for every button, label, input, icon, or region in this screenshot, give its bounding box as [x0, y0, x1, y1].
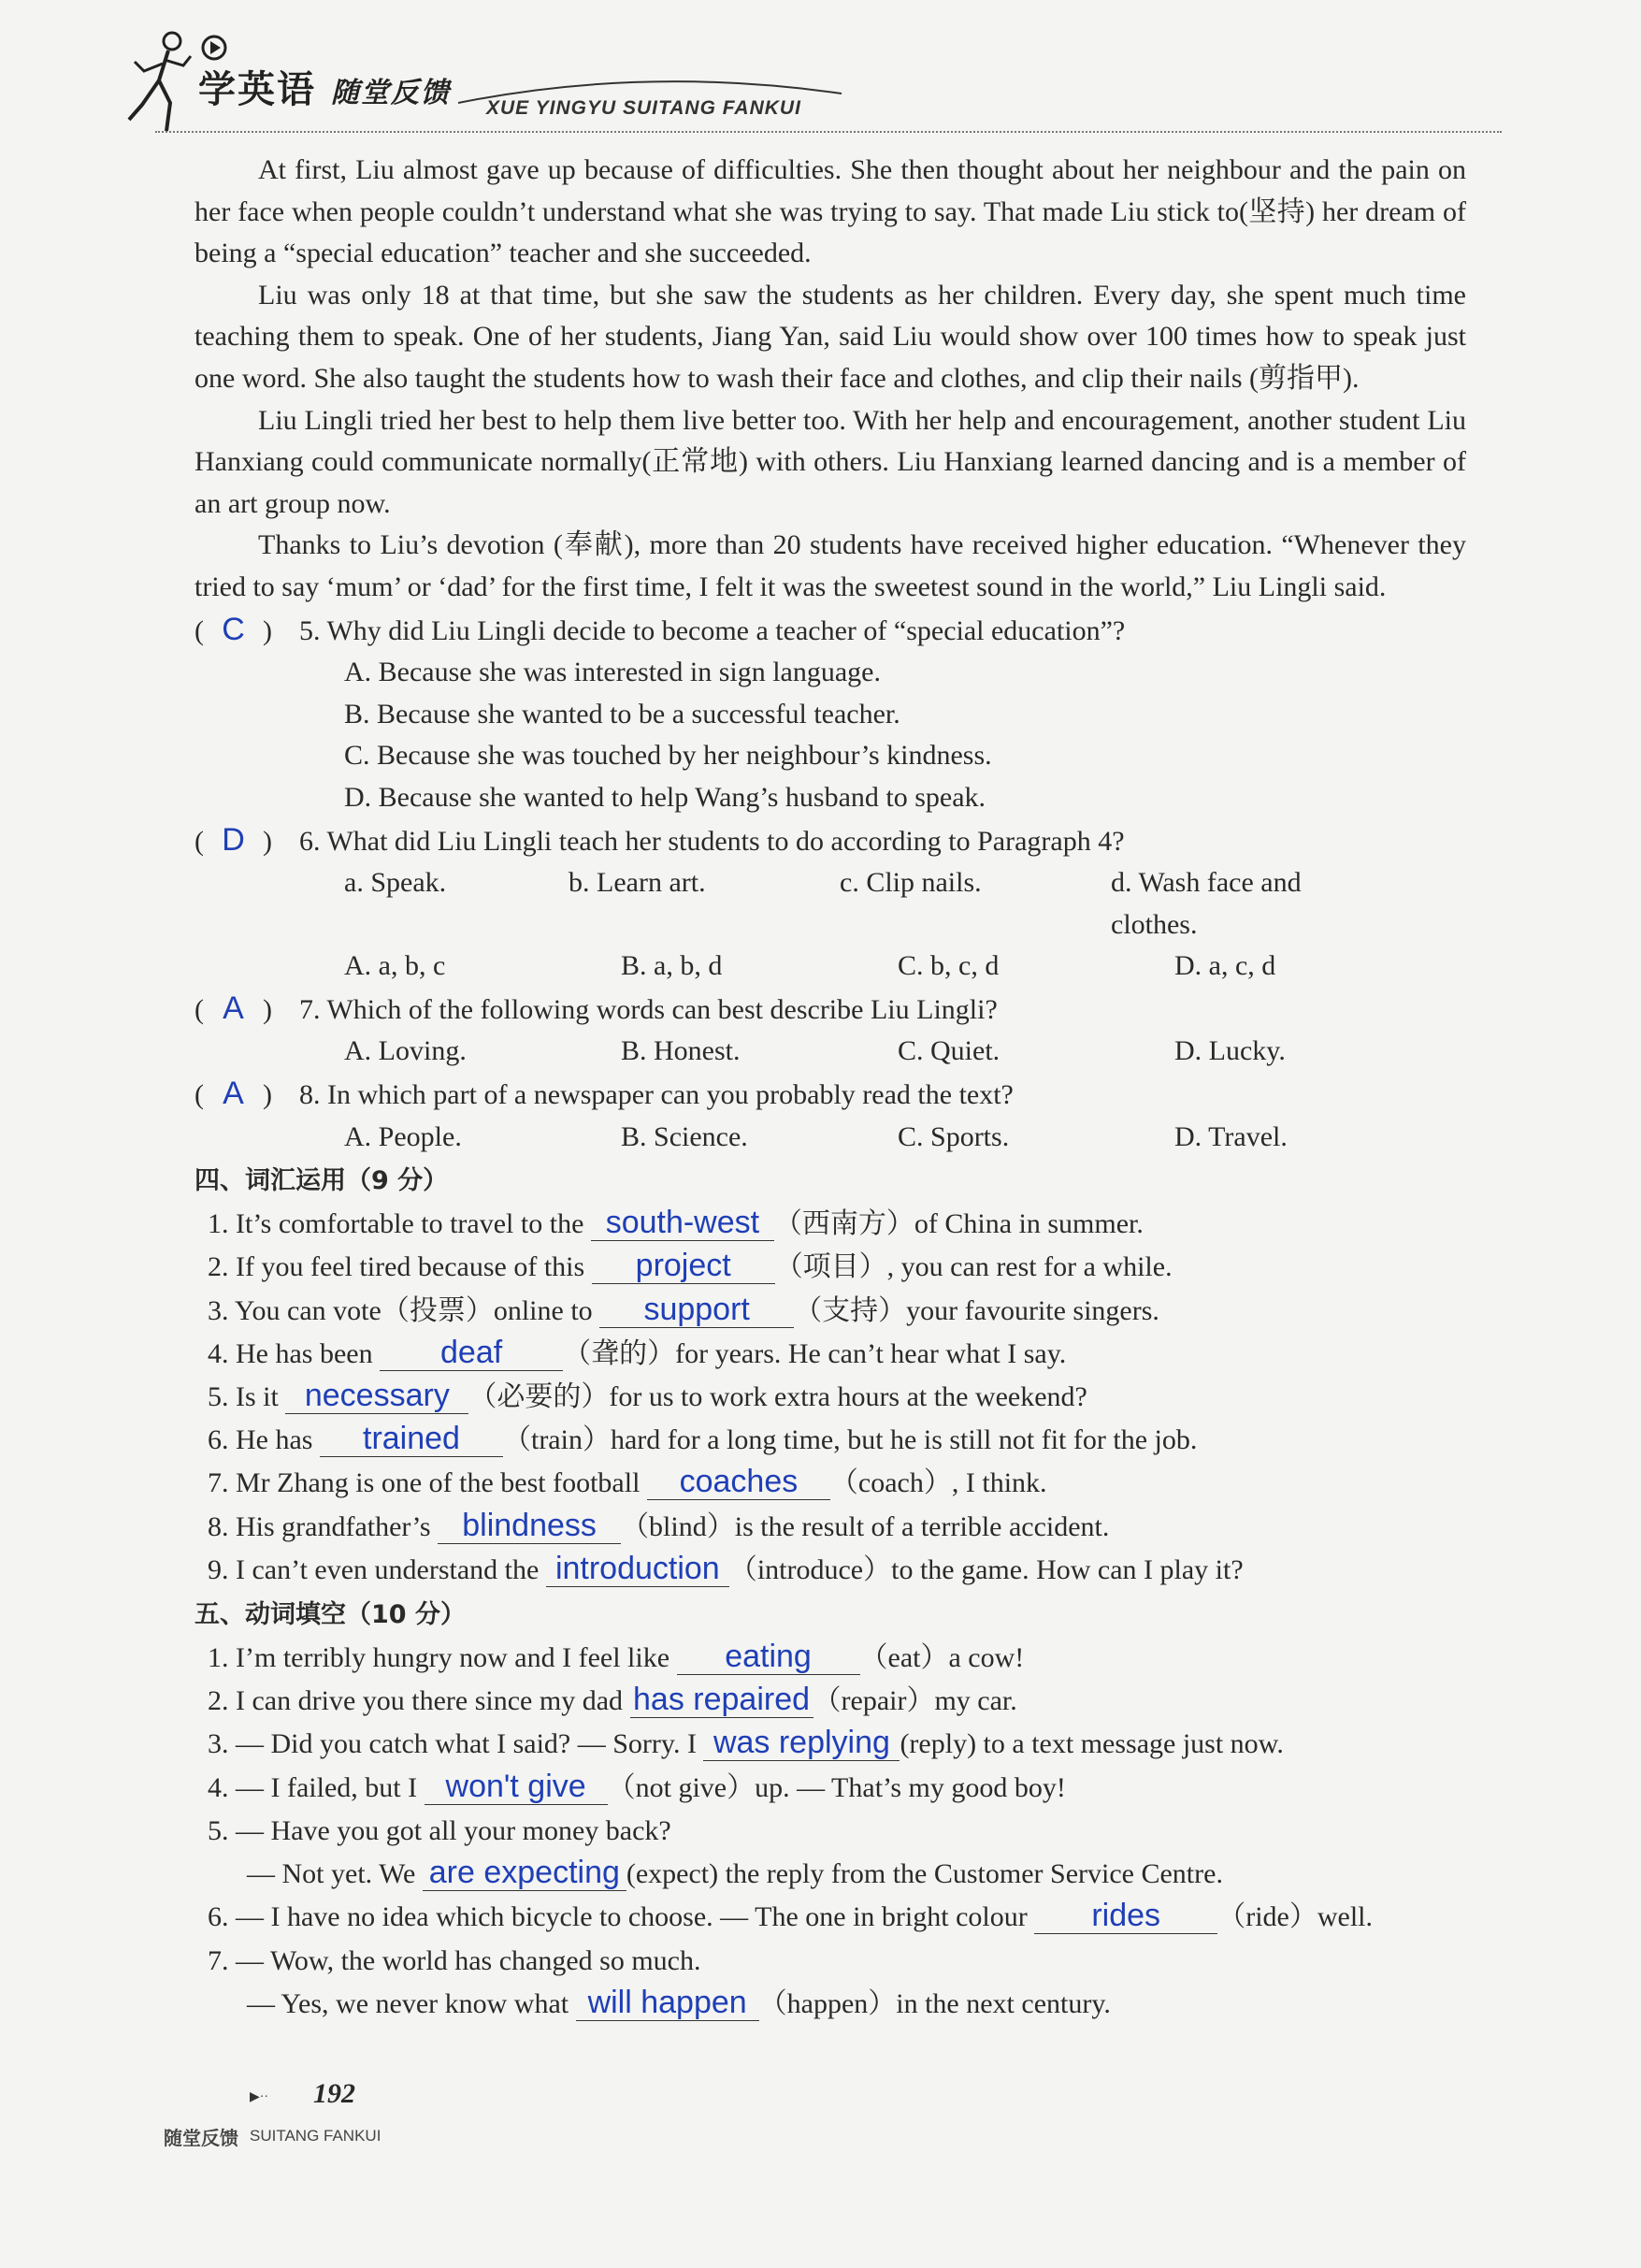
item-text: （项目）, you can rest for a while. — [774, 1251, 1173, 1283]
option: D. Because she wanted to help Wang’s husband to speak. — [344, 781, 986, 813]
option: C. Sports. — [898, 1120, 1010, 1152]
play-circle-icon — [200, 34, 228, 62]
footer-label-en: SUITANG FANKUI — [250, 2127, 381, 2145]
answer-q6[interactable]: D — [222, 821, 245, 858]
item-text: 4. He has been — [208, 1337, 381, 1369]
item-text: 6. He has — [208, 1424, 320, 1456]
answer-blank[interactable]: coaches — [647, 1464, 830, 1500]
option: D. Travel. — [1174, 1120, 1288, 1152]
item-text: （not give）up. — That’s my good boy! — [607, 1771, 1066, 1803]
vocab-item — [194, 1462, 1466, 1505]
question-stem: 6. What did Liu Lingli teach her students to do according to Paragraph 4? — [299, 825, 1125, 857]
answer-q5[interactable]: C — [222, 611, 245, 647]
verb-item — [194, 1853, 1466, 1896]
vocab-item — [194, 1549, 1466, 1592]
vocab-item — [194, 1506, 1466, 1549]
q6-item: a. Speak. — [344, 867, 447, 899]
question-stem: 7. Which of the following words can best describe Liu Lingli? — [299, 993, 998, 1025]
verb-item — [194, 1723, 1466, 1766]
item-text: （必要的）for us to work extra hours at the weekend? — [468, 1381, 1087, 1413]
answer-blank[interactable]: has repaired — [630, 1682, 813, 1718]
item-text: （train）hard for a long time, but he is still not fit for the job. — [502, 1424, 1198, 1456]
header-title-cn — [198, 60, 451, 113]
vocab-item — [194, 1290, 1466, 1333]
page-number: 192 — [313, 2078, 355, 2109]
answer-blank[interactable]: rides — [1034, 1898, 1217, 1934]
option: C. b, c, d — [898, 950, 1000, 982]
item-text: 5. — Have you got all your money back? — [208, 1814, 671, 1846]
answer-blank[interactable]: eating — [677, 1639, 860, 1675]
answer-blank[interactable]: necessary — [285, 1378, 468, 1414]
header-banner — [122, 28, 832, 140]
item-text: 7. Mr Zhang is one of the best football — [208, 1467, 647, 1499]
item-text: （repair）my car. — [813, 1685, 1017, 1717]
item-text: 3. You can vote（投票）online to — [208, 1294, 600, 1326]
option: A. Because she was interested in sign language. — [344, 657, 881, 688]
item-text: (reply) to a text message just now. — [900, 1728, 1284, 1760]
header-title-sub: 随堂反馈 — [330, 77, 451, 109]
option: B. a, b, d — [621, 950, 723, 982]
passage-paragraph: Thanks to Liu’s devotion (奉献), more than 20 students have received higher education. “Whenever they tried to say ‘mum’ or ‘dad’ for the first time, I felt it was the sweetest sound in the world,” Liu Lingli said. — [194, 529, 1466, 602]
answer-blank[interactable]: was replying — [703, 1725, 900, 1761]
option: C. Quiet. — [898, 1035, 1000, 1067]
item-text: （西南方）of China in summer. — [773, 1208, 1144, 1240]
q7-options — [344, 1031, 1466, 1073]
answer-blank[interactable]: support — [599, 1292, 794, 1328]
item-text: 4. — I failed, but I — [208, 1771, 425, 1803]
section-5-title: 五、动词填空（10 分） — [194, 1600, 466, 1630]
vocab-item — [194, 1203, 1466, 1246]
option: A. Loving. — [344, 1035, 467, 1067]
q6-items — [344, 862, 1466, 946]
option: D. Lucky. — [1174, 1035, 1286, 1067]
answer-blank[interactable]: won't give — [425, 1769, 608, 1805]
answer-blank[interactable]: blindness — [438, 1508, 621, 1544]
answer-q8[interactable]: A — [223, 1076, 244, 1112]
item-text: （blind）is the result of a terrible accident. — [621, 1510, 1110, 1542]
verb-item — [194, 1896, 1466, 1939]
question-stem: 5. Why did Liu Lingli decide to become a teacher of “special education”? — [299, 614, 1126, 646]
item-text: 6. — I have no idea which bicycle to choose. — The one in bright colour — [208, 1901, 1035, 1933]
verb-item — [194, 1810, 1466, 1853]
option: C. Because she was touched by her neighbour’s kindness. — [344, 740, 992, 772]
answer-blank[interactable]: deaf — [380, 1335, 563, 1371]
verb-item — [194, 1767, 1466, 1810]
answer-bracket: ( C ) — [194, 609, 299, 653]
vocab-item — [194, 1419, 1466, 1462]
item-text: 8. His grandfather’s — [208, 1510, 439, 1542]
item-text: — Not yet. We — [247, 1858, 423, 1890]
q6-item: d. Wash face and clothes. — [1111, 867, 1302, 940]
item-text: （eat）a cow! — [859, 1642, 1025, 1674]
item-text: （happen）in the next century. — [758, 1987, 1111, 2019]
item-text: 2. If you feel tired because of this — [208, 1251, 592, 1283]
section-4-title: 四、词汇运用（9 分） — [194, 1166, 449, 1196]
question-7 — [194, 988, 1466, 1032]
item-text: (expect) the reply from the Customer Service Centre. — [626, 1858, 1223, 1890]
answer-blank[interactable]: are expecting — [423, 1855, 626, 1891]
verb-item — [194, 1680, 1466, 1723]
item-text: 1. I’m terribly hungry now and I feel like — [208, 1642, 677, 1674]
q6-options — [344, 946, 1466, 988]
item-text: — Yes, we never know what — [247, 1987, 576, 2019]
item-text: （聋的）for years. He can’t hear what I say. — [563, 1337, 1067, 1369]
q6-item: c. Clip nails. — [840, 867, 982, 899]
item-text: 9. I can’t even understand the — [208, 1553, 546, 1585]
q8-options — [344, 1117, 1466, 1159]
answer-q7[interactable]: A — [223, 990, 244, 1026]
question-6 — [194, 819, 1466, 863]
q6-item: b. Learn art. — [569, 867, 706, 899]
answer-bracket: ( D ) — [194, 819, 299, 863]
header-title-main: 学英语 — [198, 68, 316, 111]
answer-blank[interactable]: introduction — [546, 1551, 729, 1587]
option: B. Science. — [621, 1120, 748, 1152]
passage-paragraph: Liu Lingli tried her best to help them live better too. With her help and encouragement, another student Liu Hanxiang could communicate normally(正常地) with others. Liu Hanxiang learned dancing and is a member of an art group now. — [194, 404, 1466, 519]
verb-item — [194, 1940, 1466, 1983]
footer-label-cn: 随堂反馈 — [164, 2127, 238, 2149]
runner-logo-icon — [122, 28, 196, 140]
option: A. People. — [344, 1120, 462, 1152]
arrow-right-icon: ▶·· — [250, 2090, 269, 2104]
item-text: 2. I can drive you there since my dad — [208, 1685, 630, 1717]
vocab-item — [194, 1376, 1466, 1419]
header-divider — [155, 131, 1502, 133]
item-text: 3. — Did you catch what I said? — Sorry. I — [208, 1728, 704, 1760]
answer-blank[interactable]: south-west — [591, 1205, 774, 1241]
vocab-item — [194, 1246, 1466, 1289]
verb-item — [194, 1637, 1466, 1680]
option: D. a, c, d — [1174, 950, 1276, 982]
answer-blank[interactable]: will happen — [576, 1985, 759, 2021]
question-stem: 8. In which part of a newspaper can you probably read the text? — [299, 1079, 1014, 1111]
answer-bracket: ( A ) — [194, 988, 299, 1032]
item-text: 7. — Wow, the world has changed so much. — [208, 1944, 701, 1976]
verb-item — [194, 1983, 1466, 2026]
question-8 — [194, 1073, 1466, 1117]
vocab-item — [194, 1333, 1466, 1376]
option: A. a, b, c — [344, 950, 446, 982]
item-text: 5. Is it — [208, 1381, 286, 1413]
header-title-en: XUE YINGYU SUITANG FANKUI — [486, 97, 801, 119]
item-text: （coach）, I think. — [829, 1467, 1047, 1499]
answer-blank[interactable]: trained — [320, 1421, 503, 1457]
option: B. Because she wanted to be a successful teacher. — [344, 698, 900, 730]
content — [194, 150, 1466, 2026]
passage-paragraph: Liu was only 18 at that time, but she saw the students as her children. Every day, she spent much time teaching them to speak. One of her students, Jiang Yan, said Liu would show over 100 times how to speak just one word. She also taught the students how to wash their face and clothes, and clip their nails (剪指甲). — [194, 279, 1466, 394]
answer-bracket: ( A ) — [194, 1073, 299, 1117]
item-text: 1. It’s comfortable to travel to the — [208, 1208, 591, 1240]
item-text: （支持）your favourite singers. — [794, 1294, 1159, 1326]
item-text: （ride）well. — [1217, 1901, 1374, 1933]
question-5 — [194, 609, 1466, 653]
passage-paragraph: At first, Liu almost gave up because of difficulties. She then thought about her neighbour and the pain on her face when people couldn’t understand what she was trying to say. That made Liu stick to(坚持) her dream of being a “special education” teacher and she succeeded. — [194, 154, 1466, 269]
item-text: （introduce）to the game. How can I play it? — [728, 1553, 1244, 1585]
option: B. Honest. — [621, 1035, 741, 1067]
answer-blank[interactable]: project — [592, 1248, 775, 1284]
